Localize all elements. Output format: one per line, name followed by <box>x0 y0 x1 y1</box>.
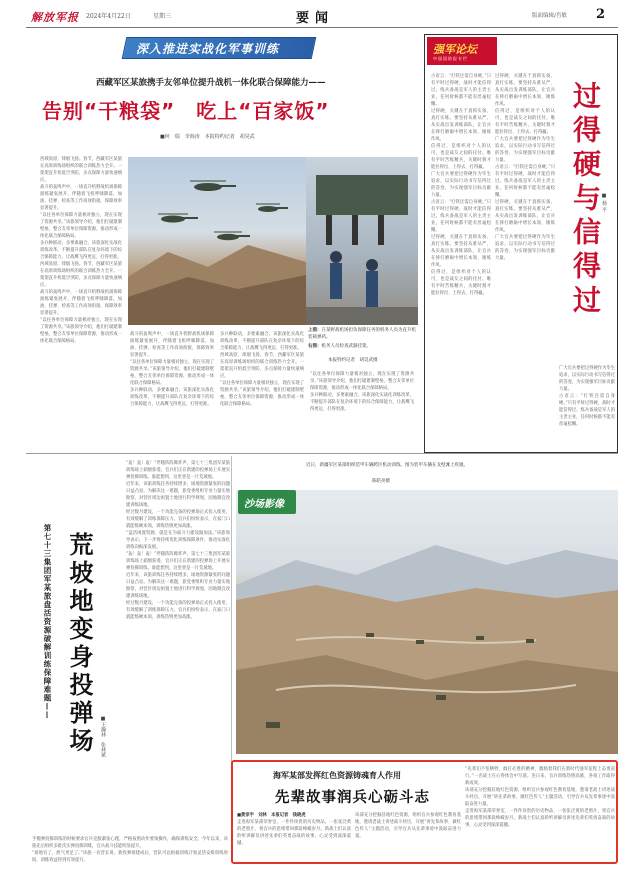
headline: 告别“干粮袋” 吃上“百家饭” <box>42 99 330 123</box>
paragraph: 多兵种联动，多要素融合。该旅深化实战化训练改革，不断提升部队在复杂环境下的综合保障能力，让战鹰飞得更远、打得更准。 <box>220 332 304 351</box>
paragraph: 走进海军某部荣誉室，一件件珍贵的历史物品、一张张泛黄的老照片，将官兵的思绪带回那段峥嵘岁月。新战士们认真聆听讲解员讲述先辈们英勇奋战的故事，心灵受到深深震撼。 <box>237 820 351 846</box>
bottom-body-col-2 <box>355 812 461 860</box>
paragraph: 经过数月建设，一个功能完备的投弹场正式投入使用，有效缓解了训练保障压力。官兵们纷纷表示，在家门口就能练硬本领，训练热情更加高涨。 <box>126 510 230 529</box>
column-subtitle: 中国国防报专栏 <box>433 56 468 61</box>
photo-credit: 本报特约记者 胡昊武摄 <box>328 358 378 363</box>
paragraph: “盘活闲置资源，就是在为战斗力建设做加法。”该旅领导表示，下一步将持续优化训练保障条件，推动实战化训练向纵深发展。 <box>126 531 230 550</box>
paragraph: “轰！轰！轰！”伴随阵阵爆炸声，第七十三集团军某旅训练场上硝烟弥漫，官兵们正在新建的投弹场上开展实弹投掷训练。谁能想到，这里曾是一片荒坡地。 <box>126 461 230 480</box>
paragraph: 走进海军某部荣誉室，一件件珍贵的历史物品、一张张泛黄的老照片，将官兵的思绪带回那段峥嵘岁月。新战士们认真聆听讲解员讲述先辈们英勇奋战的故事，心灵受到深深震撼。 <box>465 809 615 828</box>
crew-illustration <box>306 157 418 325</box>
paragraph: 古语云：“打铁还需自身硬。”只有平时过得硬，战时才能信得过。练兵备战是军人的主责主业，任何时候都不能有丝毫松懈。 <box>431 200 491 233</box>
paragraph: “以往各单位保障力量相对独立，现在实现了资源共享。”该旅领导介绍，他们打破建制壁垒，整合友邻单位保障资源，推动形成一体化联合保障格局。 <box>40 318 122 344</box>
photo-feature-credit: 陈皓亮摄 <box>372 479 390 484</box>
paragraph: 过得硬，关键在于真抓实备、真打实练。要坚持从难从严、从实战出发训练部队，让官兵在摔打磨砺中增长本领、锤炼作风。 <box>495 200 555 233</box>
helicopter-illustration <box>128 157 306 325</box>
photo-feature-badge-text: 沙场影像 <box>244 499 284 510</box>
series-banner-text: 深入推进实战化军事训练 <box>136 42 280 56</box>
paragraph: 多兵种联动，多要素融合。该旅深化实战化训练改革，不断提升部队在复杂环境下的综合保障能力，让战鹰飞得更远、打得更准。 <box>40 241 122 260</box>
commentary-box <box>424 34 618 453</box>
commentary-author: ■ 杨 平 <box>601 193 607 213</box>
paragraph: 战斗的轰鸣声中，一场直升机野战机场保障演练紧张展开，伴随着飞机呼啸降落，加油、挂弹、检查等工作高效衔接，保障效率显著提升。 <box>40 290 122 316</box>
kicker: 西藏军区某旅携手友邻单位提升战机一体化联合保障能力—— <box>96 78 326 88</box>
paragraph: 古语云：“打铁还需自身硬。”只有平时过得硬，战时才能信得过。练兵备战是军人的主责主业，任何时候都不能有丝毫松懈。 <box>495 165 555 198</box>
photo-feature-caption <box>306 462 476 469</box>
story-body-col-3 <box>220 331 304 448</box>
bottom-body-col-1 <box>237 812 351 860</box>
commentary-body-col-2 <box>495 73 555 449</box>
paragraph: “以往各单位保障力量相对独立，现在实现了资源共享。”该旅领导介绍，他们打破建制壁垒，整合友邻单位保障资源，推动形成一体化联合保障格局。 <box>40 213 122 239</box>
paragraph: 古语云：“打铁还需自身硬。”只有平时过得硬，战时才能信得过。练兵备战是军人的主责主业，任何时候都不能有丝毫松懈。 <box>559 394 615 427</box>
commentary-body-col-1 <box>431 73 491 449</box>
paragraph: “以往各单位保障力量相对独立，现在实现了资源共享。”该旅领导介绍，他们打破建制壁垒，整合友邻单位保障资源，推动形成一体化联合保障格局。 <box>130 360 214 386</box>
paragraph: 该部充分挖掘驻地红色资源，组织官兵参观红色教育基地，邀请老战士讲述战斗经历，开展“讲先辈故事、做红色传人”主题活动，引导官兵从先辈事迹中汲取奋进力量。 <box>355 813 461 839</box>
edit-label: 版面编辑/肖敏 <box>532 13 567 19</box>
desert-photo <box>236 490 618 754</box>
photo-caption <box>308 327 416 341</box>
paragraph: 近年来，该旅训练任务持续增多，场地资源紧张的问题日益凸显。为解决这一难题，旅党委组织专业力量实地勘察，对营区周边闲置土地进行科学规划，因地制宜改建训练场地。 <box>126 482 230 508</box>
photo-feature-caption-text: 近日，新疆军区某部组织装甲车辆跨区机动训练。图为装甲车辆在戈壁滩上疾驰。 <box>306 463 468 468</box>
section-title: 要闻 <box>296 11 335 26</box>
bottom-body-col-3 <box>465 766 615 860</box>
caption-1-label: 上图： <box>308 328 322 333</box>
paragraph: 广大官兵要把过得硬作为毕生追求，以实际行动书写信得过的答卷，为实现强军目标贡献力量。 <box>495 235 555 261</box>
paragraph: 近年来，该旅训练任务持续增多，场地资源紧张的问题日益凸显。为解决这一难题，旅党委组织专业力量实地勘察，对营区周边闲置土地进行科学规划，因地制宜改建训练场地。 <box>126 573 230 599</box>
paragraph: 古语云：“打铁还需自身硬。”只有平时过得硬，战时才能信得过。练兵备战是军人的主责主业，任何时候都不能有丝毫松懈。 <box>431 74 491 107</box>
page-number: 2 <box>596 7 606 22</box>
issue-date: 2024年4月22日 <box>86 13 131 20</box>
paragraph: “场地有了，底气更足了。”该旅一名营长说，新投弹场建成后，营队可以根据训练计划灵活安排训练时间，训练效益得到有效提升。 <box>32 851 228 863</box>
photo-caption-2 <box>308 343 416 350</box>
crew-photo <box>306 157 418 325</box>
commentary-body-col-3 <box>559 365 615 449</box>
issue-weekday: 星期三 <box>153 13 172 20</box>
paragraph: “以往各单位保障力量相对独立，现在实现了资源共享。”该旅领导介绍，他们打破建制壁垒，整合友邻单位保障资源，推动形成一体化联合保障格局。 <box>310 372 414 391</box>
bottom-headline: 先辈故事润兵心砺斗志 <box>275 790 430 806</box>
byline: ■何 瑞 李海涛 本报特约记者 胡昊武 <box>160 134 255 140</box>
caption-2-label: 右图： <box>308 344 322 349</box>
masthead-rule <box>26 27 618 28</box>
section-divider <box>26 453 618 454</box>
paragraph: 西域高原，烽烟飞扬。春节，西藏军区某旅在高原训练场组织的联合训练热力全开。一架架直升机低空突防，多点保障力量快速响应。 <box>220 353 304 379</box>
paragraph: 信得过，是组织对个人的认可，也是战友之间的托付。唯有平时苦练精兵，关键时刻才能拉得出、上得去、打得赢。 <box>431 270 491 296</box>
paragraph: 西域高原，烽烟飞扬。春节，西藏军区某旅在高原训练场组织的联合训练热力全开。一架架直升机低空突防，多点保障力量快速响应。 <box>40 157 122 183</box>
paragraph: 信得过，是组织对个人的认可，也是战友之间的托付。唯有平时苦练精兵，关键时刻才能拉得出、上得去、打得赢。 <box>431 144 491 170</box>
paragraph: “轰！轰！轰！”伴随阵阵爆炸声，第七十三集团军某旅训练场上硝烟弥漫，官兵们正在新建的投弹场上开展实弹投掷训练。谁能想到，这里曾是一片荒坡地。 <box>126 552 230 571</box>
story-body-col-2 <box>130 331 214 448</box>
feature-headline: 荒坡地变身投弹场 <box>65 532 93 756</box>
story-body-col-1 <box>40 156 122 448</box>
feature-byline: ■王瀚林 张林斌 <box>100 716 106 757</box>
paragraph: 战斗的轰鸣声中，一场直升机野战机场保障演练紧张展开，伴随着飞机呼啸降落，加油、挂弹、检查等工作高效衔接，保障效率显著提升。 <box>130 332 214 358</box>
paragraph: 广大官兵要把过得硬作为毕生追求，以实际行动书写信得过的答卷，为实现强军目标贡献力量。 <box>559 366 615 392</box>
story-body-col-4 <box>310 371 414 448</box>
desert-illustration <box>236 490 618 754</box>
paragraph: 过得硬，关键在于真抓实备、真打实练。要坚持从难从严、从实战出发训练部队，让官兵在摔打磨砺中增长本领、锤炼作风。 <box>495 74 555 107</box>
paragraph: 经过数月建设，一个功能完备的投弹场正式投入使用，有效缓解了训练保障压力。官兵们纷纷表示，在家门口就能练硬本领，训练热情更加高涨。 <box>126 601 230 620</box>
feature-body-col-1 <box>126 460 230 822</box>
caption-1-text: 在某野战机场担负保障任务的机务人员为直升机装载弹药。 <box>308 328 416 340</box>
paragraph: 多兵种联动，多要素融合。该旅深化实战化训练改革，不断提升部队在复杂环境下的综合保障能力，让战鹰飞得更远、打得更准。 <box>310 393 414 412</box>
paragraph: 西域高原，烽烟飞扬。春节，西藏军区某旅在高原训练场组织的联合训练热力全开。一架架直升机低空突防，多点保障力量快速响应。 <box>40 262 122 288</box>
paragraph: “先辈们不怕牺牲、敢打必胜的精神，激励着我们在新时代强军征程上奋勇前行。”一名战士在心得体会中写道。连日来，官兵训练热情高涨，各项工作取得新成效。 <box>465 767 615 786</box>
caption-2-text: 机务人员检查武器挂架。 <box>321 344 371 349</box>
helicopter-photo <box>128 157 306 325</box>
feature-story <box>26 456 231 832</box>
paragraph: 过得硬，关键在于真抓实备、真打实练。要坚持从难从严、从实战出发训练部队，让官兵在摔打磨砺中增长本领、锤炼作风。 <box>431 109 491 142</box>
paragraph: “以往各单位保障力量相对独立，现在实现了资源共享。”该旅领导介绍，他们打破建制壁垒，整合友邻单位保障资源，推动形成一体化联合保障格局。 <box>220 381 304 407</box>
paragraph: 手榴弹投掷训练的时候要求官兵克服紧张心理，严格按照动作要领操作，确保训练安全。今年以来，该旅先后组织多批次实弹投掷训练，官兵战斗技能明显提升。 <box>32 837 228 849</box>
feature-kicker: 第七十三集团军某旅盘活资源破解训练保障难题—— <box>43 524 52 720</box>
feature-continued <box>32 836 228 868</box>
paragraph: 过得硬，关键在于真抓实备、真打实练。要坚持从难从严、从实战出发训练部队，让官兵在摔打磨砺中增长本领、锤炼作风。 <box>431 235 491 268</box>
paragraph: 战斗的轰鸣声中，一场直升机野战机场保障演练紧张展开，伴随着飞机呼啸降落，加油、挂弹、检查等工作高效衔接，保障效率显著提升。 <box>40 185 122 211</box>
column-name: 强军论坛 <box>433 43 477 56</box>
paragraph: 该部充分挖掘驻地红色资源，组织官兵参观红色教育基地，邀请老战士讲述战斗经历，开展“讲先辈故事、做红色传人”主题活动，引导官兵从先辈事迹中汲取奋进力量。 <box>465 788 615 807</box>
paragraph: 多兵种联动，多要素融合。该旅深化实战化训练改革，不断提升部队在复杂环境下的综合保障能力，让战鹰飞得更远、打得更准。 <box>130 388 214 407</box>
newspaper-logo: 解放军报 <box>31 11 79 24</box>
top-story <box>26 31 418 451</box>
photo-feature <box>236 456 618 756</box>
commentary-title: 过得硬与信得过 <box>569 81 602 319</box>
bottom-kicker: 海军某部发挥红色资源铸魂育人作用 <box>273 771 401 780</box>
paragraph: 广大官兵要把过得硬作为毕生追求，以实际行动书写信得过的答卷，为实现强军目标贡献力量。 <box>431 172 491 198</box>
paragraph: 广大官兵要把过得硬作为毕生追求，以实际行动书写信得过的答卷，为实现强军目标贡献力量。 <box>495 137 555 163</box>
bottom-story[interactable] <box>231 760 618 864</box>
bottom-byline: ■黄家宇 刘林 本报记者 钱晓虎 <box>237 813 306 818</box>
paragraph: 信得过，是组织对个人的认可，也是战友之间的托付。唯有平时苦练精兵，关键时刻才能拉得出、上得去、打得赢。 <box>495 109 555 135</box>
